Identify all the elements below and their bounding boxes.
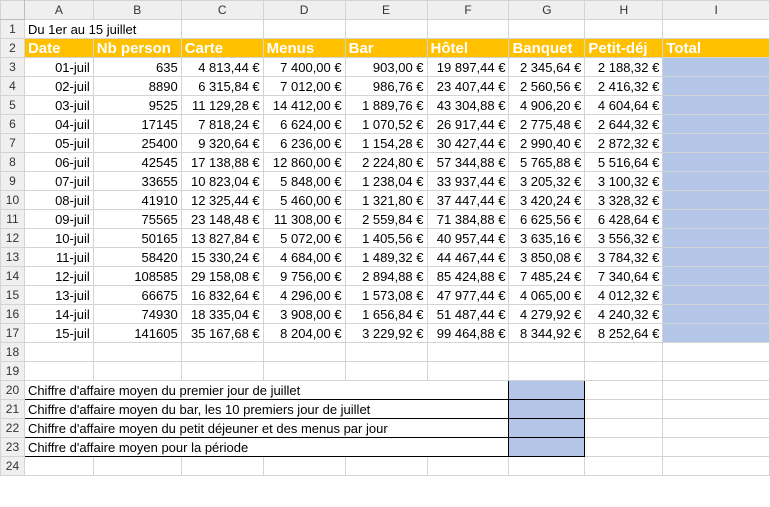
data-cell[interactable]: 3 784,32 €: [585, 248, 663, 267]
summary-result-cell[interactable]: [509, 381, 585, 400]
row-header[interactable]: 9: [1, 172, 25, 191]
data-cell[interactable]: 13-juil: [24, 286, 93, 305]
summary-result-cell[interactable]: [509, 438, 585, 457]
data-cell[interactable]: 99 464,88 €: [427, 324, 509, 343]
data-cell[interactable]: 4 012,32 €: [585, 286, 663, 305]
data-cell[interactable]: 6 315,84 €: [181, 77, 263, 96]
data-cell[interactable]: 75565: [93, 210, 181, 229]
data-cell[interactable]: 58420: [93, 248, 181, 267]
data-cell[interactable]: 11 308,00 €: [263, 210, 345, 229]
row-header[interactable]: 21: [1, 400, 25, 419]
data-cell[interactable]: 1 238,04 €: [345, 172, 427, 191]
row-header[interactable]: 14: [1, 267, 25, 286]
total-cell[interactable]: [663, 248, 770, 267]
data-cell[interactable]: 5 765,88 €: [509, 153, 585, 172]
cell[interactable]: [585, 400, 663, 419]
data-cell[interactable]: 17145: [93, 115, 181, 134]
row-header[interactable]: 11: [1, 210, 25, 229]
row-header[interactable]: 5: [1, 96, 25, 115]
data-cell[interactable]: 12 325,44 €: [181, 191, 263, 210]
header-cell[interactable]: Bar: [345, 39, 427, 58]
sheet-title[interactable]: Du 1er au 15 juillet: [24, 20, 181, 39]
total-cell[interactable]: [663, 229, 770, 248]
data-cell[interactable]: 14-juil: [24, 305, 93, 324]
summary-label[interactable]: Chiffre d'affaire moyen pour la période: [24, 438, 509, 457]
row-header[interactable]: 3: [1, 58, 25, 77]
data-cell[interactable]: 85 424,88 €: [427, 267, 509, 286]
summary-result-cell[interactable]: [509, 419, 585, 438]
data-cell[interactable]: 9 756,00 €: [263, 267, 345, 286]
data-cell[interactable]: 12-juil: [24, 267, 93, 286]
row-header[interactable]: 4: [1, 77, 25, 96]
row-header[interactable]: 18: [1, 343, 25, 362]
cell[interactable]: [345, 457, 427, 476]
data-cell[interactable]: 02-juil: [24, 77, 93, 96]
cell[interactable]: [663, 400, 770, 419]
data-cell[interactable]: 2 644,32 €: [585, 115, 663, 134]
data-cell[interactable]: 2 559,84 €: [345, 210, 427, 229]
data-cell[interactable]: 3 420,24 €: [509, 191, 585, 210]
data-cell[interactable]: 5 848,00 €: [263, 172, 345, 191]
cell[interactable]: [181, 362, 263, 381]
data-cell[interactable]: 108585: [93, 267, 181, 286]
cell[interactable]: [585, 457, 663, 476]
row-header[interactable]: 15: [1, 286, 25, 305]
data-cell[interactable]: 33 937,44 €: [427, 172, 509, 191]
data-cell[interactable]: 10-juil: [24, 229, 93, 248]
data-cell[interactable]: 986,76 €: [345, 77, 427, 96]
data-cell[interactable]: 11-juil: [24, 248, 93, 267]
data-cell[interactable]: 17 138,88 €: [181, 153, 263, 172]
cell[interactable]: [427, 343, 509, 362]
row-header[interactable]: 17: [1, 324, 25, 343]
cell[interactable]: [345, 343, 427, 362]
data-cell[interactable]: 2 188,32 €: [585, 58, 663, 77]
total-cell[interactable]: [663, 286, 770, 305]
row-header[interactable]: 6: [1, 115, 25, 134]
cell[interactable]: [585, 20, 663, 39]
data-cell[interactable]: 4 065,00 €: [509, 286, 585, 305]
data-cell[interactable]: 33655: [93, 172, 181, 191]
data-cell[interactable]: 2 345,64 €: [509, 58, 585, 77]
cell[interactable]: [585, 438, 663, 457]
data-cell[interactable]: 6 236,00 €: [263, 134, 345, 153]
total-cell[interactable]: [663, 172, 770, 191]
data-cell[interactable]: 2 990,40 €: [509, 134, 585, 153]
data-cell[interactable]: 1 321,80 €: [345, 191, 427, 210]
cell[interactable]: [345, 20, 427, 39]
data-cell[interactable]: 26 917,44 €: [427, 115, 509, 134]
row-header[interactable]: 20: [1, 381, 25, 400]
data-cell[interactable]: 03-juil: [24, 96, 93, 115]
data-cell[interactable]: 1 656,84 €: [345, 305, 427, 324]
data-cell[interactable]: 29 158,08 €: [181, 267, 263, 286]
summary-label[interactable]: Chiffre d'affaire moyen du premier jour de juillet: [24, 381, 509, 400]
header-cell[interactable]: Banquet: [509, 39, 585, 58]
column-header-i[interactable]: I: [663, 1, 770, 20]
row-header[interactable]: 16: [1, 305, 25, 324]
select-all-corner[interactable]: [1, 1, 25, 20]
row-header[interactable]: 24: [1, 457, 25, 476]
data-cell[interactable]: 01-juil: [24, 58, 93, 77]
data-cell[interactable]: 4 684,00 €: [263, 248, 345, 267]
total-cell[interactable]: [663, 153, 770, 172]
data-cell[interactable]: 7 400,00 €: [263, 58, 345, 77]
data-cell[interactable]: 1 573,08 €: [345, 286, 427, 305]
total-cell[interactable]: [663, 115, 770, 134]
total-cell[interactable]: [663, 134, 770, 153]
row-header[interactable]: 13: [1, 248, 25, 267]
cell[interactable]: [427, 20, 509, 39]
column-header-f[interactable]: F: [427, 1, 509, 20]
total-cell[interactable]: [663, 191, 770, 210]
data-cell[interactable]: 10 823,04 €: [181, 172, 263, 191]
data-cell[interactable]: 7 012,00 €: [263, 77, 345, 96]
cell[interactable]: [263, 20, 345, 39]
data-cell[interactable]: 5 072,00 €: [263, 229, 345, 248]
data-cell[interactable]: 903,00 €: [345, 58, 427, 77]
data-cell[interactable]: 14 412,00 €: [263, 96, 345, 115]
data-cell[interactable]: 4 279,92 €: [509, 305, 585, 324]
data-cell[interactable]: 18 335,04 €: [181, 305, 263, 324]
cell[interactable]: [663, 20, 770, 39]
header-cell[interactable]: Date: [24, 39, 93, 58]
data-cell[interactable]: 5 516,64 €: [585, 153, 663, 172]
data-cell[interactable]: 40 957,44 €: [427, 229, 509, 248]
cell[interactable]: [24, 457, 93, 476]
data-cell[interactable]: 35 167,68 €: [181, 324, 263, 343]
data-cell[interactable]: 25400: [93, 134, 181, 153]
row-header[interactable]: 23: [1, 438, 25, 457]
data-cell[interactable]: 09-juil: [24, 210, 93, 229]
data-cell[interactable]: 7 818,24 €: [181, 115, 263, 134]
cell[interactable]: [509, 457, 585, 476]
cell[interactable]: [663, 381, 770, 400]
data-cell[interactable]: 3 328,32 €: [585, 191, 663, 210]
data-cell[interactable]: 2 416,32 €: [585, 77, 663, 96]
data-cell[interactable]: 23 148,48 €: [181, 210, 263, 229]
row-header[interactable]: 8: [1, 153, 25, 172]
data-cell[interactable]: 50165: [93, 229, 181, 248]
row-header[interactable]: 10: [1, 191, 25, 210]
data-cell[interactable]: 1 889,76 €: [345, 96, 427, 115]
data-cell[interactable]: 9525: [93, 96, 181, 115]
row-header[interactable]: 19: [1, 362, 25, 381]
header-cell[interactable]: Carte: [181, 39, 263, 58]
data-cell[interactable]: 635: [93, 58, 181, 77]
data-cell[interactable]: 2 560,56 €: [509, 77, 585, 96]
data-cell[interactable]: 74930: [93, 305, 181, 324]
data-cell[interactable]: 66675: [93, 286, 181, 305]
column-header-a[interactable]: A: [24, 1, 93, 20]
data-cell[interactable]: 71 384,88 €: [427, 210, 509, 229]
header-cell[interactable]: Menus: [263, 39, 345, 58]
total-cell[interactable]: [663, 305, 770, 324]
row-header[interactable]: 12: [1, 229, 25, 248]
data-cell[interactable]: 3 100,32 €: [585, 172, 663, 191]
data-cell[interactable]: 07-juil: [24, 172, 93, 191]
cell[interactable]: [263, 343, 345, 362]
data-cell[interactable]: 2 872,32 €: [585, 134, 663, 153]
data-cell[interactable]: 141605: [93, 324, 181, 343]
cell[interactable]: [509, 362, 585, 381]
cell[interactable]: [509, 343, 585, 362]
data-cell[interactable]: 44 467,44 €: [427, 248, 509, 267]
data-cell[interactable]: 7 340,64 €: [585, 267, 663, 286]
summary-label[interactable]: Chiffre d'affaire moyen du bar, les 10 premiers jour de juillet: [24, 400, 509, 419]
summary-result-cell[interactable]: [509, 400, 585, 419]
column-header-e[interactable]: E: [345, 1, 427, 20]
data-cell[interactable]: 51 487,44 €: [427, 305, 509, 324]
data-cell[interactable]: 43 304,88 €: [427, 96, 509, 115]
data-cell[interactable]: 9 320,64 €: [181, 134, 263, 153]
cell[interactable]: [181, 20, 263, 39]
cell[interactable]: [585, 419, 663, 438]
summary-label[interactable]: Chiffre d'affaire moyen du petit déjeuner et des menus par jour: [24, 419, 509, 438]
header-cell[interactable]: Petit-déj: [585, 39, 663, 58]
column-header-b[interactable]: B: [93, 1, 181, 20]
data-cell[interactable]: 4 604,64 €: [585, 96, 663, 115]
data-cell[interactable]: 23 407,44 €: [427, 77, 509, 96]
data-cell[interactable]: 8 252,64 €: [585, 324, 663, 343]
total-cell[interactable]: [663, 267, 770, 286]
cell[interactable]: [427, 362, 509, 381]
header-cell[interactable]: Hôtel: [427, 39, 509, 58]
cell[interactable]: [663, 362, 770, 381]
cell[interactable]: [585, 343, 663, 362]
data-cell[interactable]: 1 070,52 €: [345, 115, 427, 134]
data-cell[interactable]: 3 205,32 €: [509, 172, 585, 191]
total-cell[interactable]: [663, 77, 770, 96]
column-header-d[interactable]: D: [263, 1, 345, 20]
cell[interactable]: [24, 343, 93, 362]
cell[interactable]: [663, 438, 770, 457]
data-cell[interactable]: 1 154,28 €: [345, 134, 427, 153]
row-header[interactable]: 1: [1, 20, 25, 39]
cell[interactable]: [663, 457, 770, 476]
cell[interactable]: [263, 362, 345, 381]
column-header-g[interactable]: G: [509, 1, 585, 20]
data-cell[interactable]: 3 229,92 €: [345, 324, 427, 343]
data-cell[interactable]: 8 344,92 €: [509, 324, 585, 343]
data-cell[interactable]: 4 240,32 €: [585, 305, 663, 324]
cell[interactable]: [181, 457, 263, 476]
cell[interactable]: [585, 381, 663, 400]
total-cell[interactable]: [663, 96, 770, 115]
data-cell[interactable]: 30 427,44 €: [427, 134, 509, 153]
cell[interactable]: [663, 419, 770, 438]
data-cell[interactable]: 11 129,28 €: [181, 96, 263, 115]
data-cell[interactable]: 4 906,20 €: [509, 96, 585, 115]
cell[interactable]: [509, 20, 585, 39]
row-header[interactable]: 2: [1, 39, 25, 58]
data-cell[interactable]: 6 428,64 €: [585, 210, 663, 229]
data-cell[interactable]: 8890: [93, 77, 181, 96]
data-cell[interactable]: 4 813,44 €: [181, 58, 263, 77]
data-cell[interactable]: 6 625,56 €: [509, 210, 585, 229]
data-cell[interactable]: 37 447,44 €: [427, 191, 509, 210]
total-cell[interactable]: [663, 324, 770, 343]
column-header-c[interactable]: C: [181, 1, 263, 20]
column-header-h[interactable]: H: [585, 1, 663, 20]
cell[interactable]: [93, 343, 181, 362]
data-cell[interactable]: 15 330,24 €: [181, 248, 263, 267]
cell[interactable]: [181, 343, 263, 362]
data-cell[interactable]: 4 296,00 €: [263, 286, 345, 305]
data-cell[interactable]: 13 827,84 €: [181, 229, 263, 248]
data-cell[interactable]: 2 224,80 €: [345, 153, 427, 172]
data-cell[interactable]: 6 624,00 €: [263, 115, 345, 134]
header-cell[interactable]: Total: [663, 39, 770, 58]
data-cell[interactable]: 3 635,16 €: [509, 229, 585, 248]
cell[interactable]: [427, 457, 509, 476]
data-cell[interactable]: 1 405,56 €: [345, 229, 427, 248]
data-cell[interactable]: 7 485,24 €: [509, 267, 585, 286]
total-cell[interactable]: [663, 58, 770, 77]
row-header[interactable]: 22: [1, 419, 25, 438]
total-cell[interactable]: [663, 210, 770, 229]
cell[interactable]: [345, 362, 427, 381]
data-cell[interactable]: 5 460,00 €: [263, 191, 345, 210]
data-cell[interactable]: 3 556,32 €: [585, 229, 663, 248]
data-cell[interactable]: 08-juil: [24, 191, 93, 210]
data-cell[interactable]: 06-juil: [24, 153, 93, 172]
data-cell[interactable]: 2 894,88 €: [345, 267, 427, 286]
data-cell[interactable]: 19 897,44 €: [427, 58, 509, 77]
data-cell[interactable]: 47 977,44 €: [427, 286, 509, 305]
data-cell[interactable]: 16 832,64 €: [181, 286, 263, 305]
data-cell[interactable]: 8 204,00 €: [263, 324, 345, 343]
data-cell[interactable]: 3 850,08 €: [509, 248, 585, 267]
data-cell[interactable]: 41910: [93, 191, 181, 210]
row-header[interactable]: 7: [1, 134, 25, 153]
data-cell[interactable]: 2 775,48 €: [509, 115, 585, 134]
data-cell[interactable]: 3 908,00 €: [263, 305, 345, 324]
data-cell[interactable]: 1 489,32 €: [345, 248, 427, 267]
data-cell[interactable]: 04-juil: [24, 115, 93, 134]
header-cell[interactable]: Nb person: [93, 39, 181, 58]
cell[interactable]: [93, 362, 181, 381]
data-cell[interactable]: 15-juil: [24, 324, 93, 343]
data-cell[interactable]: 42545: [93, 153, 181, 172]
data-cell[interactable]: 57 344,88 €: [427, 153, 509, 172]
cell[interactable]: [93, 457, 181, 476]
data-cell[interactable]: 12 860,00 €: [263, 153, 345, 172]
cell[interactable]: [263, 457, 345, 476]
data-cell[interactable]: 05-juil: [24, 134, 93, 153]
cell[interactable]: [585, 362, 663, 381]
cell[interactable]: [663, 343, 770, 362]
cell[interactable]: [24, 362, 93, 381]
